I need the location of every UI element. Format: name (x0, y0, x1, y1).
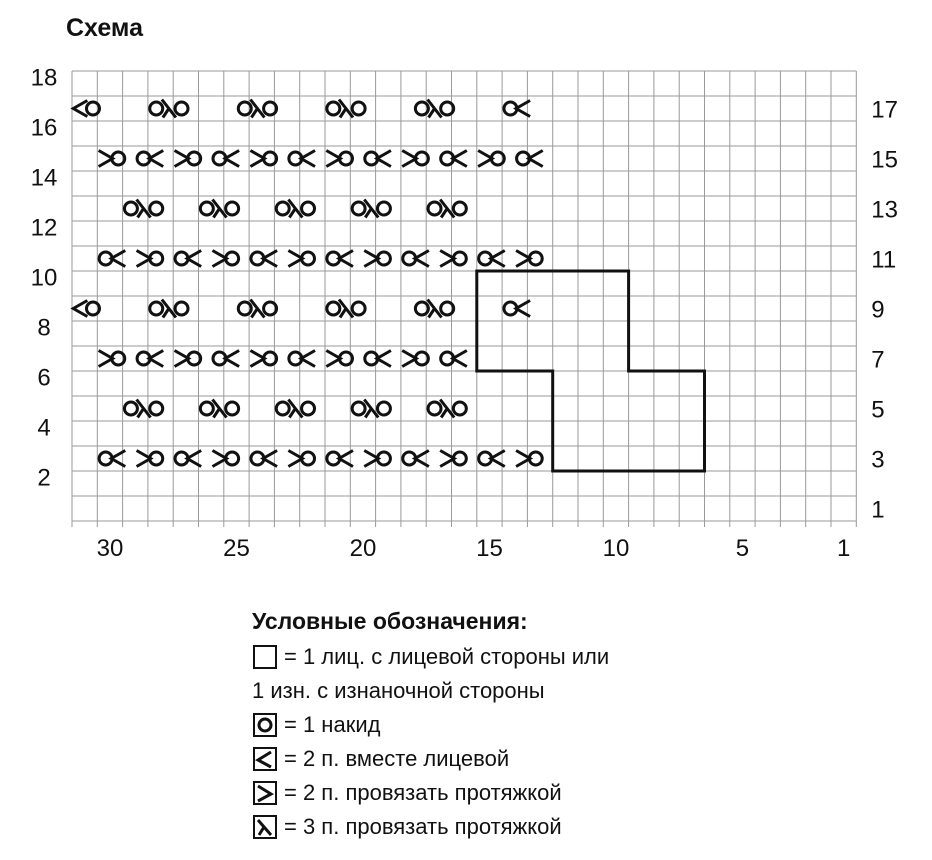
row-number-label: 9 (871, 296, 885, 324)
yarn-over-symbol (352, 402, 365, 415)
yarn-over-symbol (377, 202, 390, 215)
x-tick-label: 20 (349, 535, 377, 562)
yarn-over-symbol (226, 402, 239, 415)
k2tog-icon (252, 746, 278, 772)
row-number-label: 17 (871, 96, 899, 124)
y-tick-label: 2 (37, 464, 51, 492)
y-tick-label: 14 (30, 164, 58, 192)
row-number-label: 1 (871, 496, 885, 524)
slip-3-icon (252, 814, 278, 840)
yarn-over-symbol (150, 102, 163, 115)
y-tick-label: 6 (37, 364, 51, 392)
legend-title: Условные обозначения: (252, 608, 528, 634)
k2tog-symbol (415, 251, 429, 267)
legend-item-yarn-over (252, 708, 609, 742)
yarn-over-symbol (428, 202, 441, 215)
k2tog-symbol (516, 301, 530, 317)
y-tick-label: 8 (37, 314, 51, 342)
legend-text-slip-2: = 2 п. провязать протяжкой (284, 780, 562, 805)
k2tog-symbol (339, 251, 353, 267)
legend-item-slip-2 (252, 776, 609, 810)
k2tog-symbol (453, 351, 467, 367)
yarn-over-symbol (327, 102, 340, 115)
chart-title: Схема (66, 14, 143, 42)
y-tick-label: 10 (30, 264, 58, 292)
y-tick-label: 12 (30, 214, 58, 242)
yarn-over-symbol (352, 302, 365, 315)
k2tog-symbol (225, 151, 239, 167)
x-tick-label: 10 (602, 535, 630, 562)
legend-text-yarn-over: = 1 накид (284, 712, 381, 737)
yarn-over-symbol (200, 202, 213, 215)
row-number-label: 11 (871, 246, 897, 274)
yarn-over-symbol (276, 402, 289, 415)
legend-item-slip-3 (252, 810, 609, 844)
k2tog-symbol (225, 351, 239, 367)
k2tog-symbol (187, 451, 201, 467)
y-tick-label: 18 (30, 64, 58, 92)
yarn-over-symbol (124, 202, 137, 215)
k2tog-symbol (149, 151, 163, 167)
empty-square-icon (252, 644, 278, 670)
k2tog-symbol (415, 451, 429, 467)
legend-text-slip-3: = 3 п. провязать протяжкой (284, 814, 562, 839)
k2tog-symbol (263, 451, 277, 467)
y-tick-label: 16 (30, 114, 58, 142)
y-tick-label: 4 (37, 414, 51, 442)
yarn-over-symbol (352, 102, 365, 115)
x-tick-label: 5 (735, 535, 750, 562)
k2tog-symbol (263, 251, 277, 267)
row-number-label: 13 (871, 196, 899, 224)
yarn-over-symbol (377, 402, 390, 415)
row-number-label: 5 (871, 396, 885, 424)
k2tog-symbol (111, 251, 125, 267)
k2tog-symbol (301, 151, 315, 167)
x-tick-label: 30 (96, 535, 124, 562)
k2tog-symbol (377, 151, 391, 167)
k2tog-symbol (491, 251, 505, 267)
yarn-over-symbol (327, 302, 340, 315)
k2tog-symbol (453, 151, 467, 167)
yarn-over-symbol (302, 202, 315, 215)
k2tog-symbol (516, 101, 530, 117)
row-number-label: 7 (871, 346, 885, 374)
yarn-over-symbol (124, 402, 137, 415)
yarn-over-symbol (200, 402, 213, 415)
legend-text-knit: = 1 лиц. с лицевой стороны или (284, 644, 610, 669)
legend (252, 604, 609, 844)
k2tog-symbol (491, 451, 505, 467)
legend-item-knit (252, 640, 609, 674)
row-number-label: 15 (871, 146, 899, 174)
legend-item-k2tog (252, 742, 609, 776)
yarn-over-icon (252, 712, 278, 738)
legend-text-purl: 1 изн. с изнаночной стороны (252, 678, 545, 703)
k2tog-symbol (529, 151, 543, 167)
k2tog-symbol (377, 351, 391, 367)
x-tick-label: 25 (223, 535, 250, 562)
yarn-over-symbol (150, 202, 163, 215)
k2tog-symbol (149, 351, 163, 367)
legend-text-k2tog: = 2 п. вместе лицевой (284, 746, 510, 771)
x-tick-label: 1 (836, 535, 851, 562)
yarn-over-symbol (150, 402, 163, 415)
slip-2-icon (252, 780, 278, 806)
k2tog-symbol (187, 251, 201, 267)
yarn-over-symbol (453, 402, 466, 415)
yarn-over-symbol (175, 102, 188, 115)
yarn-over-symbol (276, 202, 289, 215)
yarn-over-symbol (428, 402, 441, 415)
k2tog-symbol (111, 451, 125, 467)
x-tick-label: 15 (476, 535, 503, 562)
yarn-over-symbol (352, 202, 365, 215)
yarn-over-symbol (453, 202, 466, 215)
yarn-over-symbol (175, 302, 188, 315)
k2tog-symbol (339, 451, 353, 467)
row-number-label: 3 (871, 446, 885, 474)
yarn-over-symbol (226, 202, 239, 215)
yarn-over-symbol (150, 302, 163, 315)
k2tog-symbol (301, 351, 315, 367)
yarn-over-symbol (302, 402, 315, 415)
